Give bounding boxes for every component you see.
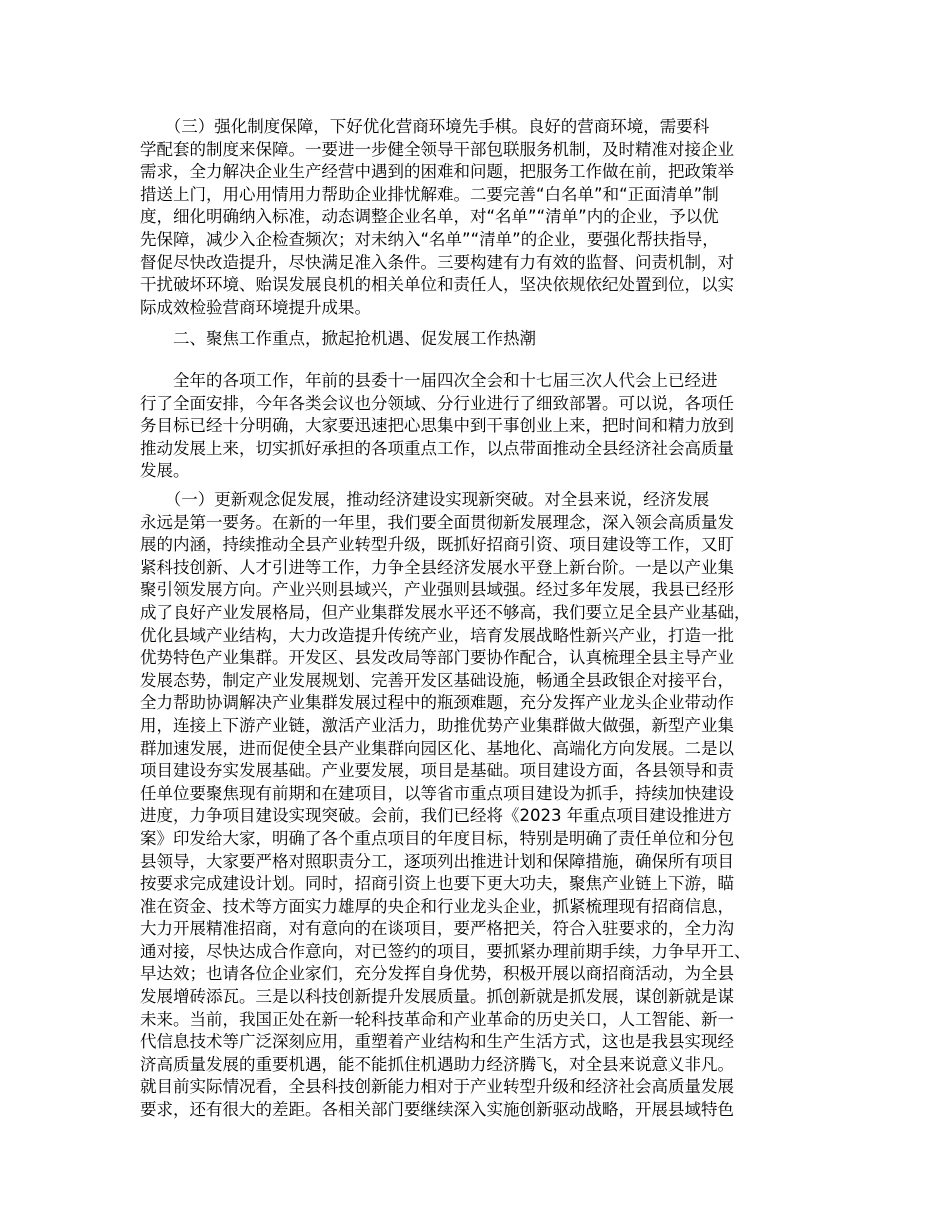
paragraph-economic-development [140, 489, 816, 1122]
paragraph-business-environment-guarantee [140, 116, 816, 319]
text-line: 聚引领发展方向。产业兴则县域兴，产业强则县域强。经过多年发展，我县已经形 [140, 580, 734, 600]
text-line: 项目建设夯实发展基础。产业要发展，项目是基础。项目建设方面，各县领导和责 [140, 761, 734, 781]
text-line: 展的内涵，持续推动全县产业转型升级，既抓好招商引资、项目建设等工作，又盯 [140, 535, 734, 555]
text-line: 任单位要聚焦现有前期和在建项目，以等省市重点项目建设为抓手，持续加快建设 [140, 783, 734, 803]
text-line: 全力帮助协调解决产业集群发展过程中的瓶颈难题，充分发挥产业龙头企业带动作 [140, 693, 734, 713]
text-line: 推动发展上来，切实抓好承担的各项重点工作，以点带面推动全县经济社会高质量 [140, 438, 734, 458]
text-line: 度，细化明确纳入标准，动态调整企业名单，对“名单”“清单”内的企业，予以优 [140, 207, 719, 227]
text-line: 行了全面安排，今年各类会议也分领域、分行业进行了细致部署。可以说，各项任 [140, 393, 734, 413]
text-line: 准在资金、技术等方面实力雄厚的央企和行业龙头企业，抓紧梳理现有招商信息， [140, 896, 734, 916]
text-line: 需求，全力解决企业生产经营中遇到的困难和问题，把服务工作做在前，把政策举 [140, 162, 734, 182]
text-line: 发展态势，制定产业发展规划、完善开发区基础设施，畅通全县政银企对接平台， [140, 670, 734, 690]
text-line: 大力开展精准招商，对有意向的在谈项目，要严格把关，符合入驻要求的，全力沟 [140, 919, 734, 939]
text-line: 措送上门，用心用情用力帮助企业排忧解难。二要完善“白名单”和“正面清单”制 [140, 184, 719, 204]
text-line: 按要求完成建设计划。同时，招商引资上也要下更大功夫，聚焦产业链上下游，瞄 [140, 874, 734, 894]
text-line: 务目标已经十分明确，大家要迅速把心思集中到干事创业上来，把时间和精力放到 [140, 416, 734, 436]
text-line: 要求，还有很大的差距。各相关部门要继续深入实施创新驱动战略，开展县域特色 [140, 1100, 734, 1120]
text-line: 发展增砖添瓦。三是以科技创新提升发展质量。抓创新就是抓发展，谋创新就是谋 [140, 987, 734, 1007]
text-line: 成了良好产业发展格局，但产业集群发展水平还不够高，我们要立足全县产业基础， [140, 602, 751, 622]
text-line: 代信息技术等广泛深刻应用，重塑着产业结构和生产生活方式，这也是我县实现经 [140, 1032, 734, 1052]
text-line: 未来。当前，我国正处在新一轮科技革命和产业革命的历史关口，人工智能、新一 [140, 1009, 734, 1029]
text-line: 早达效；也请各位企业家们，充分发挥自身优势，积极开展以商招商活动，为全县 [140, 964, 734, 984]
text-line: 紧科技创新、人才引进等工作，力争全县经济发展水平登上新台阶。一是以产业集 [140, 557, 734, 577]
text-line: 发展。 [140, 461, 190, 481]
text-line: 际成效检验营商环境提升成果。 [140, 297, 371, 317]
text-line: （一）更新观念促发展，推动经济建设实现新突破。对全县来说，经济发展 [140, 490, 710, 509]
text-line: 学配套的制度来保障。一要进一步健全领导干部包联服务机制，及时精准对接企业 [140, 139, 734, 159]
text-line: 先保障，减少入企检查频次；对未纳入“名单”“清单”的企业，要强化帮扶指导， [140, 229, 719, 249]
text-line: 案》印发给大家，明确了各个重点项目的年度目标，特别是明确了责任单位和分包 [140, 828, 734, 848]
section-heading-focus-work [140, 328, 816, 351]
text-line: 二、聚焦工作重点，掀起抢机遇、促发展工作热潮 [140, 329, 536, 348]
text-line: 通对接，尽快达成合作意向，对已签约的项目，要抓紧办理前期手续，力争早开工、 [140, 941, 751, 961]
text-line: 县领导，大家要严格对照职责分工，逐项列出推进计划和保障措施，确保所有项目 [140, 851, 734, 871]
text-line: 全年的各项工作，年前的县委十一届四次全会和十七届三次人代会上已经进 [140, 371, 718, 390]
text-line: 进度，力争项目建设实现突破。会前，我们已经将《2023 年重点项目建设推进方 [140, 806, 732, 826]
text-line: 干扰破坏环境、贻误发展良机的相关单位和责任人，坚决依规依纪处置到位，以实 [140, 275, 734, 295]
text-line: 济高质量发展的重要机遇，能不能抓住机遇助力经济腾飞，对全县来说意义非凡。 [140, 1054, 734, 1074]
text-line: 群加速发展，进而促使全县产业集群向园区化、基地化、高端化方向发展。二是以 [140, 738, 734, 758]
paragraph-annual-work-overview [140, 370, 816, 483]
text-line: 用，连接上下游产业链，激活产业活力，助推优势产业集群做大做强，新型产业集 [140, 715, 734, 735]
text-line: 优势特色产业集群。开发区、县发改局等部门要协作配合，认真梳理全县主导产业 [140, 648, 734, 668]
text-line: 优化县域产业结构，大力改造提升传统产业，培育发展战略性新兴产业，打造一批 [140, 625, 734, 645]
text-line: 督促尽快改造提升，尽快满足准入条件。三要构建有力有效的监督、问责机制，对 [140, 252, 734, 272]
text-line: 永远是第一要务。在新的一年里，我们要全面贯彻新发展理念，深入领会高质量发 [140, 512, 734, 532]
text-line: 就目前实际情况看，全县科技创新能力相对于产业转型升级和经济社会高质量发展 [140, 1077, 734, 1097]
text-line: （三）强化制度保障，下好优化营商环境先手棋。良好的营商环境，需要科 [140, 117, 710, 136]
